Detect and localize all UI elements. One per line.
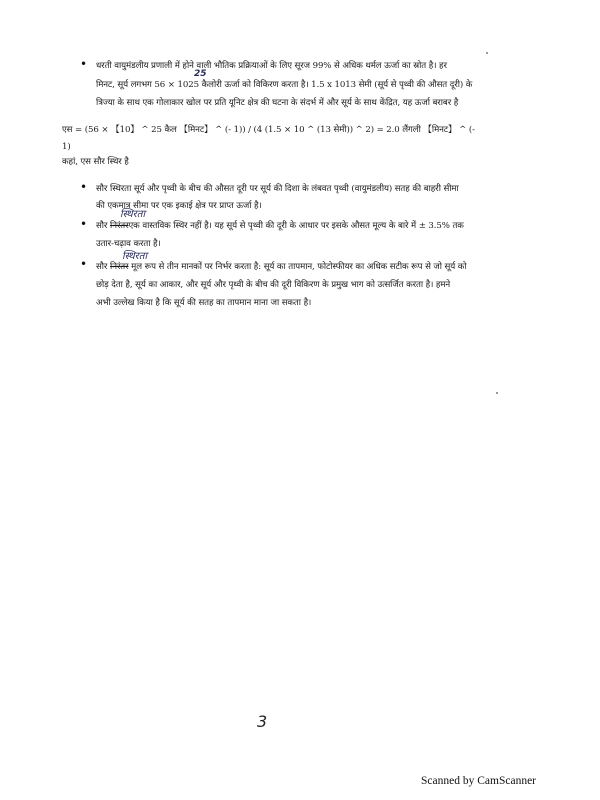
paragraph-line: अभी उल्लेख किया है कि सूर्य की सतह का तापमान माना जा सकता है। [96, 298, 312, 308]
paragraph-line [96, 261, 467, 274]
paragraph-line [96, 220, 464, 233]
paragraph-line: छोड़ देता है, सूर्य का आकार, और सूर्य और पृथ्वी के बीच की दूरी विकिरण के प्रमुख भाग को उत्सर्जित करता है। हमने [96, 280, 451, 290]
equation-caption: कहां, एस सौर स्थिर है [62, 157, 129, 167]
bullet-dot: • [80, 257, 88, 271]
paragraph-line: की एकमात्र सीमा पर एक इकाई क्षेत्र पर प्राप्त ऊर्जा है। [96, 201, 262, 211]
bullet-dot: • [80, 57, 88, 71]
paragraph-line: त्रिज्या के साथ एक गोलाकार खोल पर प्रति यूनिट क्षेत्र की घटना के संदर्भ में और सूर्य के साथ केंद्रित, यह ऊर्जा बराबर है [96, 98, 459, 108]
bullet-prefix: सौर [96, 221, 108, 231]
scanner-watermark: Scanned by CamScanner [421, 775, 536, 787]
bullet-dot: • [80, 217, 88, 231]
page-number: 3 [257, 712, 268, 731]
scan-speck [496, 392, 498, 394]
paragraph-line: सौर स्थिरता सूर्य और पृथ्वी के बीच की औसत दूरी पर सूर्य की दिशा के लंबवत पृथ्वी (वायुमंडलीय) सतह की बाहरी सीमा [96, 184, 459, 194]
bullet-rest: एक वास्तविक स्थिर नहीं है। यह सूर्य से पृथ्वी की दूरी के आधार पर इसके औसत मूल्य के बारे में ± 3.5% तक [128, 221, 464, 231]
equation-line: 1) [62, 142, 71, 152]
paragraph-line: मिनट, सूर्य लगभग 56 × 1025 कैलोरी ऊर्जा को विकिरण करता है। 1.5 x 1013 सेमी (सूर्य से पृथ्वी की औसत दूरी) के [96, 80, 473, 90]
bullet-dot: • [80, 180, 88, 194]
handwritten-correction: स्थिरता [120, 209, 146, 220]
bullet-rest: मूल रूप से तीन मानकों पर निर्भर करता है: सूर्य का तापमान, फोटोस्फीयर का अधिक सटीक रूप से जो सूर्य को [131, 262, 467, 272]
handwritten-superscript: 25 [194, 69, 207, 79]
equation-line: एस = (56 × 【10】 ^ 25 कैल 【मिनट】 ^ (- 1)) / (4 (1.5 × 10 ^ (13 सेमी)) ^ 2) = 2.0 लैंगली 【मिनट】 ^ (- [62, 125, 475, 135]
bullet-prefix: सौर [96, 262, 108, 272]
paragraph-line: धरती वायुमंडलीय प्रणाली में होने वाली भौतिक प्रक्रियाओं के लिए सूरज 99% से अधिक थर्मल ऊर्जा का स्रोत है। हर [96, 61, 447, 71]
struck-word: निरंतर [110, 221, 129, 231]
handwritten-correction: स्थिरता [122, 251, 148, 262]
struck-word: निरंतर [110, 262, 129, 272]
scan-speck [486, 52, 488, 54]
paragraph-line: उतार-चढ़ाव करता है। [96, 239, 161, 249]
